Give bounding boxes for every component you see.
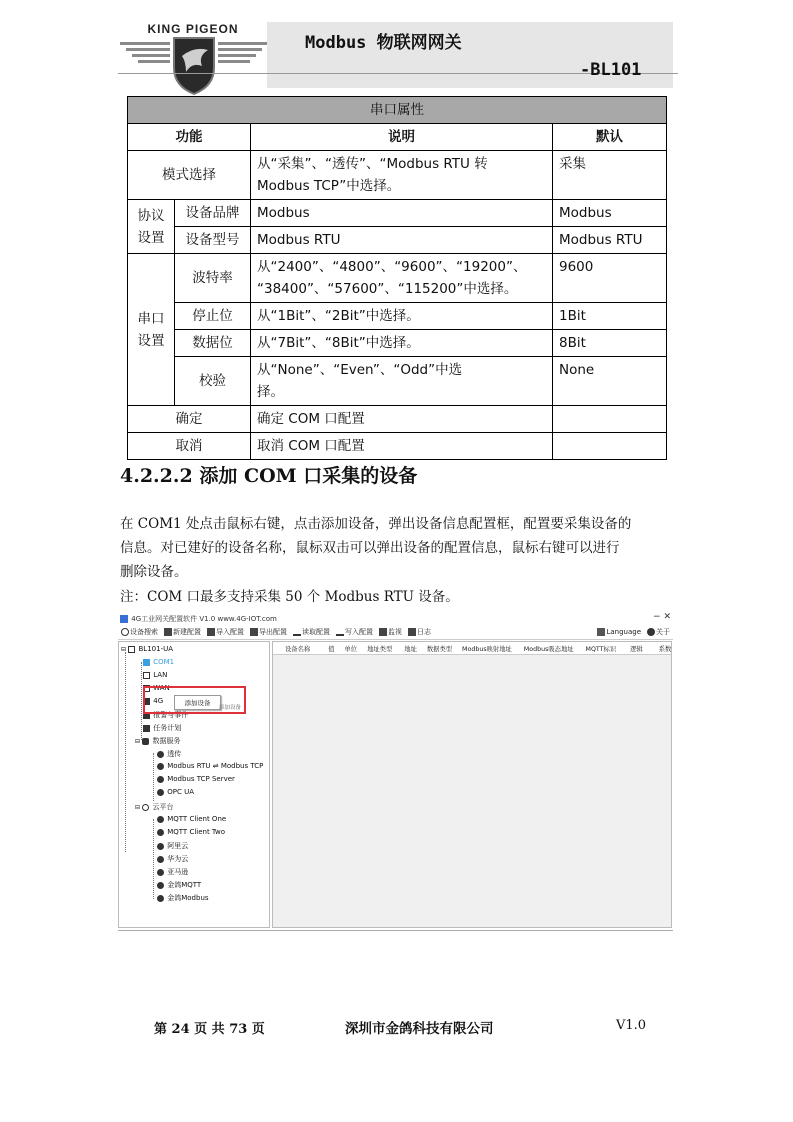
grid-col[interactable]: 数据类型 <box>426 645 453 653</box>
cell-function: 数据位 <box>175 330 251 357</box>
download-icon <box>336 628 344 636</box>
cell-description: 从“1Bit”、“2Bit”中选择。 <box>251 303 553 330</box>
tree-item-mqtt-two[interactable]: MQTT Client Two <box>157 828 225 836</box>
body-paragraph: 在 COM1 处点击鼠标右键，点击添加设备，弹出设备信息配置框，配置要采集设备的 信息。对已建好的设备名称，鼠标双击可以弹出设备的配置信息，鼠标右键可以进行 删除设备。 <box>120 516 632 580</box>
new-config-button[interactable]: 新建配置 <box>164 627 201 637</box>
tree-item-cloud[interactable]: ⊟ 云平台 <box>135 803 174 811</box>
tree-item-aliyun[interactable]: 阿里云 <box>157 841 188 851</box>
save-icon <box>250 628 258 636</box>
tree-item-opcua[interactable]: OPC UA <box>157 788 194 796</box>
grid-col[interactable]: Modbus映射地址 <box>462 645 512 653</box>
service-icon <box>157 856 164 863</box>
search-device-button[interactable]: 设备搜索 <box>121 627 158 637</box>
cell-function: 校验 <box>175 357 251 406</box>
tree-item-kp-modbus[interactable]: 金鸽Modbus <box>157 893 209 903</box>
grid-col[interactable]: 值 <box>328 645 335 653</box>
tree-item-tcp-server[interactable]: Modbus TCP Server <box>157 775 235 783</box>
table-row <box>128 303 667 330</box>
grid-col[interactable]: 系数 <box>658 645 672 653</box>
config-software-screenshot <box>118 612 673 931</box>
network-icon <box>143 672 150 679</box>
search-icon <box>121 628 129 636</box>
grid-col[interactable]: 单位 <box>344 645 358 653</box>
tree-item-com1[interactable]: COM1 <box>143 658 174 666</box>
service-icon <box>157 763 164 770</box>
column-header-default: 默认 <box>553 124 667 151</box>
tree-item-task[interactable]: 任务计划 <box>143 723 181 733</box>
cell-default: 采集 <box>553 151 667 200</box>
document-model: -BL101 <box>580 60 642 80</box>
table-row <box>128 357 667 406</box>
service-icon <box>157 843 164 850</box>
import-icon <box>207 628 215 636</box>
about-button[interactable]: 关于 <box>647 627 670 637</box>
cell-function: 设备品牌 <box>175 200 251 227</box>
tree-item-rtu-tcp[interactable]: Modbus RTU ⇌ Modbus TCP <box>157 762 263 770</box>
info-icon <box>647 628 655 636</box>
grid-col[interactable]: 地址类型 <box>367 645 393 653</box>
tree-item-alarm[interactable]: 报警与事件 <box>143 710 188 720</box>
service-icon <box>157 895 164 902</box>
section-heading: 4.2.2.2 添加 COM 口采集的设备 <box>120 465 418 487</box>
service-icon <box>157 882 164 889</box>
tree-item-passthrough[interactable]: 透传 <box>157 749 181 759</box>
new-file-icon <box>164 628 172 636</box>
page-number: 第 24 页 共 73 页 <box>154 1022 265 1037</box>
table-row <box>128 227 667 254</box>
table-row <box>128 433 667 460</box>
grid-col[interactable]: 逻辑 <box>630 645 643 653</box>
service-icon <box>157 751 164 758</box>
highlight-box <box>143 686 246 714</box>
monitor-icon <box>379 628 387 636</box>
cell-description: 确定 COM 口配置 <box>251 406 553 433</box>
service-icon <box>157 776 164 783</box>
tree-item-huawei[interactable]: 华为云 <box>157 854 188 864</box>
log-button[interactable]: 日志 <box>408 627 431 637</box>
cell-function: 波特率 <box>175 254 251 303</box>
cell-description: 从“7Bit”、“8Bit”中选择。 <box>251 330 553 357</box>
context-menu-add-device[interactable]: 添加设备 <box>174 695 221 710</box>
window-controls[interactable]: − ✕ <box>653 612 671 622</box>
document-title: Modbus 物联网网关 <box>305 33 462 53</box>
database-icon <box>142 738 149 745</box>
cell-group-serial: 串口设置 <box>128 254 175 406</box>
grid-col[interactable]: 地址 <box>404 645 417 653</box>
import-config-button[interactable]: 导入配置 <box>207 627 244 637</box>
company-logo <box>118 18 270 98</box>
cell-default <box>553 406 667 433</box>
tree-item-amazon[interactable]: 亚马逊 <box>157 867 188 877</box>
grid-col[interactable]: Modbus吸态地址 <box>523 645 574 653</box>
table-row <box>128 406 667 433</box>
tree-item-data-service[interactable]: ⊟ 数据服务 <box>135 737 181 745</box>
cell-description: Modbus <box>251 200 553 227</box>
read-config-button[interactable]: 读取配置 <box>293 627 330 637</box>
tree-item-lan[interactable]: LAN <box>143 671 167 679</box>
cell-default: 8Bit <box>553 330 667 357</box>
service-icon <box>157 829 164 836</box>
write-config-button[interactable]: 写入配置 <box>336 627 373 637</box>
cell-description: Modbus RTU <box>251 227 553 254</box>
upload-icon <box>293 628 301 636</box>
app-toolbar <box>118 625 673 640</box>
device-icon <box>128 646 135 653</box>
cell-description: 从“采集”、“透传”、“Modbus RTU 转 Modbus TCP”中选择。 <box>251 151 553 200</box>
context-menu-ghost: 添加设备 <box>219 705 242 711</box>
table-row <box>128 254 667 303</box>
column-header-function: 功能 <box>128 124 251 151</box>
grid-col[interactable]: 设备名称 <box>285 645 311 653</box>
brand-name: KING PIGEON <box>147 22 239 36</box>
tree-item-4g[interactable]: 4G <box>143 697 163 705</box>
tree-root[interactable]: ⊟ BL101-UA <box>121 645 174 653</box>
device-table-pane <box>272 641 672 928</box>
cell-default <box>553 433 667 460</box>
cloud-icon <box>142 804 149 811</box>
cell-group-protocol: 协议设置 <box>128 200 175 254</box>
column-header-description: 说明 <box>251 124 553 151</box>
version-label: V1.0 <box>616 1018 647 1033</box>
cell-function: 模式选择 <box>128 151 251 200</box>
cell-default: 1Bit <box>553 303 667 330</box>
note-paragraph: 注：COM 口最多支持采集 50 个 Modbus RTU 设备。 <box>120 589 459 605</box>
service-icon <box>157 789 164 796</box>
cell-description: 从“None”、“Even”、“Odd”中选 择。 <box>251 357 553 406</box>
service-icon <box>157 816 164 823</box>
cell-description: 从“2400”、“4800”、“9600”、“19200”、 “38400”、“57600”、“115200”中选择。 <box>251 254 553 303</box>
service-icon <box>157 869 164 876</box>
serial-properties-table <box>127 96 667 460</box>
grid-col[interactable]: MQTT标识 <box>585 645 617 653</box>
monitor-button[interactable]: 监视 <box>379 627 402 637</box>
company-name: 深圳市金鸽科技有限公司 <box>345 1021 494 1037</box>
cell-default: 9600 <box>553 254 667 303</box>
table-row <box>128 330 667 357</box>
tree-item-mqtt-one[interactable]: MQTT Client One <box>157 815 226 823</box>
tree-item-wan[interactable]: WAN <box>143 684 170 692</box>
app-window-title: 4G工业网关配置软件 V1.0 www.4G-IOT.com <box>120 614 277 624</box>
table-caption: 串口属性 <box>128 97 667 124</box>
cell-default: Modbus <box>553 200 667 227</box>
pigeon-shield-icon <box>118 36 270 96</box>
cell-description: 取消 COM 口配置 <box>251 433 553 460</box>
log-icon <box>408 628 416 636</box>
device-tree <box>118 641 270 928</box>
app-icon <box>120 615 128 623</box>
tree-item-kp-mqtt[interactable]: 金鸽MQTT <box>157 880 201 890</box>
cell-default: None <box>553 357 667 406</box>
cell-function: 停止位 <box>175 303 251 330</box>
task-icon <box>143 725 150 732</box>
language-icon <box>597 628 605 636</box>
cell-function: 确定 <box>128 406 251 433</box>
cell-function: 设备型号 <box>175 227 251 254</box>
table-row <box>128 200 667 227</box>
serial-port-icon <box>143 659 150 666</box>
table-row <box>128 151 667 200</box>
cell-function: 取消 <box>128 433 251 460</box>
language-button[interactable]: Language <box>597 628 641 636</box>
export-config-button[interactable]: 导出配置 <box>250 627 287 637</box>
device-grid-header <box>273 642 671 655</box>
cell-default: Modbus RTU <box>553 227 667 254</box>
